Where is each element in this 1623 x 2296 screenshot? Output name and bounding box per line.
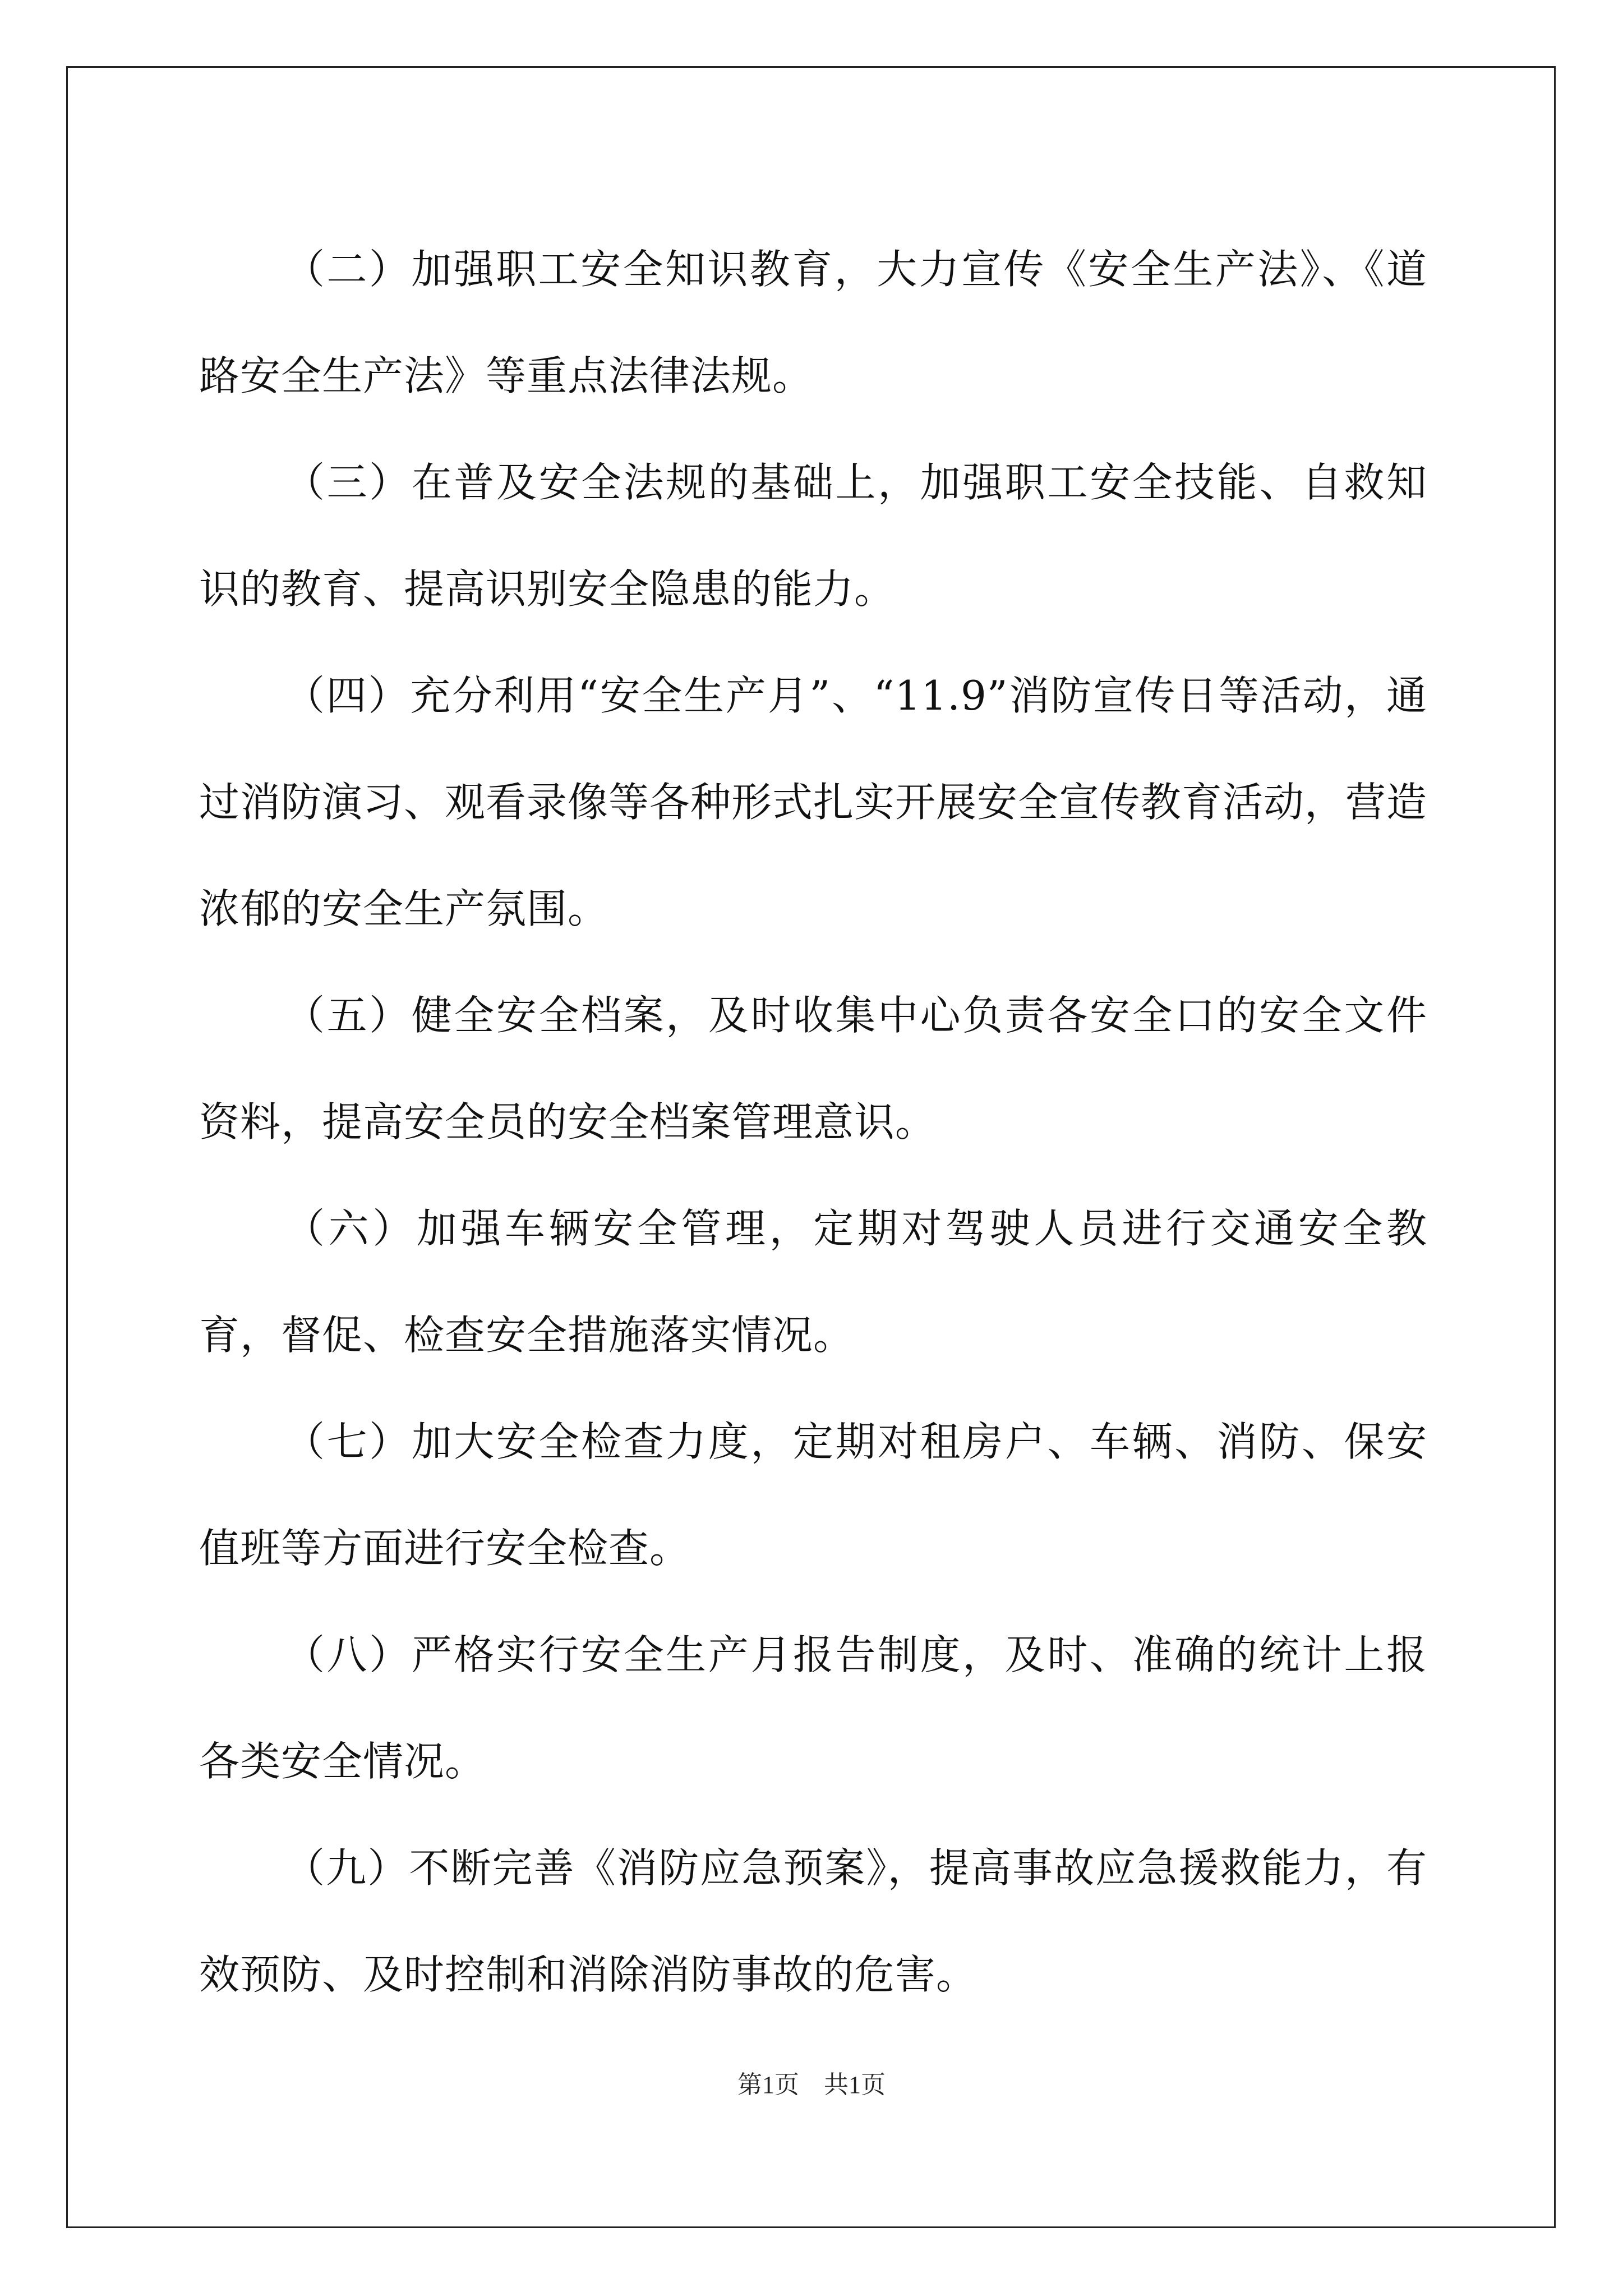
paragraph-8: （八）严格实行安全生产月报告制度，及时、准确的统计上报各类安全情况。	[199, 1631, 1427, 1785]
paragraph-2: （二）加强职工安全知识教育，大力宣传《安全生产法》、《道路安全生产法》等重点法律法规。	[199, 246, 1427, 399]
paragraph-9: （九）不断完善《消防应急预案》，提高事故应急援救能力，有效预防、及时控制和消除消防事故的危害。	[199, 1844, 1427, 1998]
paragraph-3: （三）在普及安全法规的基础上，加强职工安全技能、自救知识的教育、提高识别安全隐患的能力。	[199, 459, 1427, 613]
paragraph-6: （六）加强车辆安全管理，定期对驾驶人员进行交通安全教育，督促、检查安全措施落实情况。	[199, 1205, 1427, 1359]
paragraph-7: （七）加大安全检查力度，定期对租房户、车辆、消防、保安值班等方面进行安全检查。	[199, 1418, 1427, 1572]
paragraph-5: （五）健全安全档案，及时收集中心负责各安全口的安全文件资料，提高安全员的安全档案管理意识。	[199, 992, 1427, 1145]
paragraph-4: （四）充分利用“安全生产月”、“11.9”消防宣传日等活动，通过消防演习、观看录像等各种形式扎实开展安全宣传教育活动，营造浓郁的安全生产氛围。	[199, 672, 1428, 932]
document-body	[199, 216, 1427, 2028]
page-number-footer: 第1页 共1页	[737, 2071, 886, 2099]
